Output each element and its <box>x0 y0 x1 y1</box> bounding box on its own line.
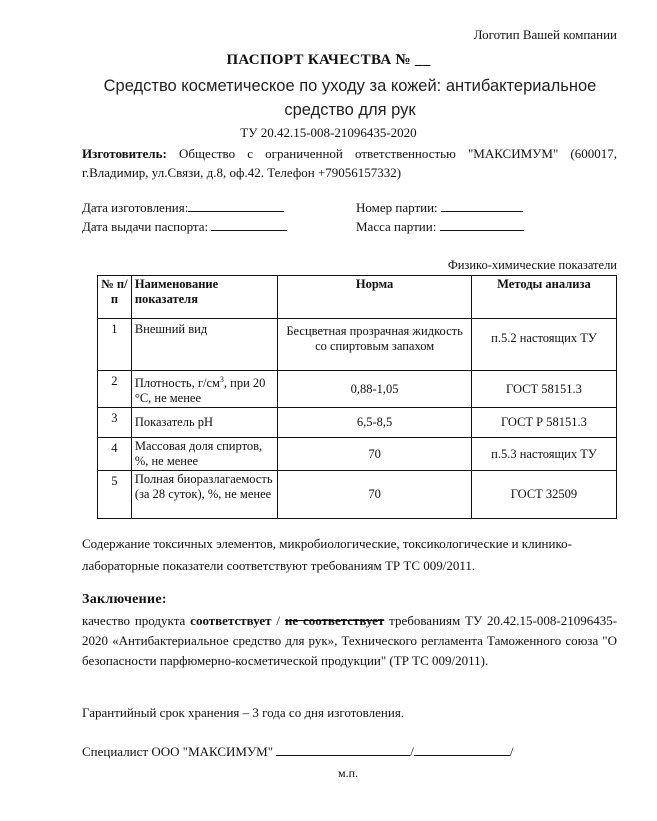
conclusion-text <box>82 611 617 671</box>
cell-method: ГОСТ Р 58151.3 <box>471 408 616 438</box>
cell-num: 1 <box>98 319 132 371</box>
table-header-row <box>98 276 617 319</box>
table-row <box>98 371 617 408</box>
header-norm: Норма <box>278 276 472 319</box>
complies-option[interactable]: соответствует <box>190 613 272 628</box>
conclusion-heading: Заключение: <box>82 592 167 607</box>
product-name: Средство косметическое по уходу за кожей: антибактериальное средство для рук <box>103 77 597 119</box>
document-title: ПАСПОРТ КАЧЕСТВА № __ <box>226 52 431 68</box>
table-caption: Физико-химические показатели <box>447 258 617 272</box>
cell-name: Массовая доля спиртов, %, не менее <box>131 438 278 471</box>
cell-num: 3 <box>98 408 132 438</box>
batch-number-label: Номер партии: <box>356 200 438 215</box>
conclusion-suffix: требованиям ТУ 20.42.15-008-21096435-2020 «Антибактериальное средство для рук», Технического регламента Таможенного союза "О безопасности парфюмерно-косметической продукции" (ТР ТС 009/2011). <box>82 613 618 668</box>
cell-name-b: , при 20 °С, не менее <box>134 376 266 406</box>
batch-mass-field[interactable] <box>356 219 524 235</box>
batch-mass-label: Масса партии: <box>356 219 437 234</box>
cell-name-a: Плотность, г/см <box>134 376 220 391</box>
conclusion-separator: / <box>276 613 280 628</box>
manufacturer-text: Общество с ограниченной ответственностью "МАКСИМУМ" (600017, г.Владимир, ул.Связи, д.8, оф.42. Телефон +79056157332) <box>82 146 617 180</box>
passport-date-line[interactable] <box>211 219 287 231</box>
tu-number: ТУ 20.42.15-008-21096435-2020 <box>240 125 417 140</box>
cell-norm: 6,5-8,5 <box>278 408 472 438</box>
passport-date-label: Дата выдачи паспорта: <box>82 219 209 234</box>
cell-name <box>131 371 278 408</box>
batch-number-field[interactable] <box>356 200 523 216</box>
cell-name: Полная биоразлагаемость (за 28 суток), %, не менее <box>131 471 278 519</box>
cell-name: Показатель рН <box>131 408 278 438</box>
cell-method: п.5.3 настоящих ТУ <box>471 438 616 471</box>
header-method: Методы анализа <box>471 276 616 319</box>
cell-num: 4 <box>98 438 132 471</box>
indicators-table <box>97 275 617 519</box>
table-row <box>98 471 617 519</box>
batch-mass-line[interactable] <box>440 219 524 231</box>
manufacture-date-field[interactable] <box>82 200 284 216</box>
signature-label: Специалист ООО "МАКСИМУМ" <box>82 744 274 759</box>
manufacture-date-label: Дата изготовления: <box>82 200 189 215</box>
cell-name: Внешний вид <box>131 319 278 371</box>
table-row <box>98 319 617 371</box>
header-num: № п/п <box>98 276 132 319</box>
cell-norm: Бесцветная прозрачная жидкость со спиртовым запахом <box>278 319 472 371</box>
cell-norm: 0,88-1,05 <box>278 371 472 408</box>
cell-method: ГОСТ 58151.3 <box>471 371 616 408</box>
batch-number-line[interactable] <box>441 200 523 212</box>
not-complies-option[interactable]: не соответствует <box>284 613 385 628</box>
cell-norm: 70 <box>278 471 472 519</box>
conclusion-prefix: качество продукта <box>82 613 186 628</box>
manufacturer-label: Изготовитель: <box>82 146 167 161</box>
cell-method: ГОСТ 32509 <box>471 471 616 519</box>
cell-num: 2 <box>98 371 132 408</box>
manufacture-date-line[interactable] <box>188 200 284 212</box>
content-statement: Содержание токсичных элементов, микробиологические, токсикологические и клинико-лабораторные показатели соответствуют требованиям ТР ТС 009/2011. <box>82 536 572 573</box>
guarantee-text: Гарантийный срок хранения – 3 года со дня изготовления. <box>82 705 405 720</box>
table-row <box>98 438 617 471</box>
signature-line[interactable] <box>276 744 410 756</box>
cell-name-sup: 3 <box>219 375 224 384</box>
company-logo-placeholder: Логотип Вашей компании <box>473 27 617 42</box>
cell-num: 5 <box>98 471 132 519</box>
table-row <box>98 408 617 438</box>
cell-norm: 70 <box>278 438 472 471</box>
manufacturer-block <box>82 144 617 182</box>
stamp-place: м.п. <box>338 766 359 780</box>
passport-date-field[interactable] <box>82 219 287 235</box>
cell-method: п.5.2 настоящих ТУ <box>471 319 616 371</box>
signature-block: Специалист ООО "МАКСИМУМ" / / <box>82 744 514 759</box>
signature-name-line[interactable] <box>414 744 510 756</box>
header-name: Наименование показателя <box>131 276 278 319</box>
